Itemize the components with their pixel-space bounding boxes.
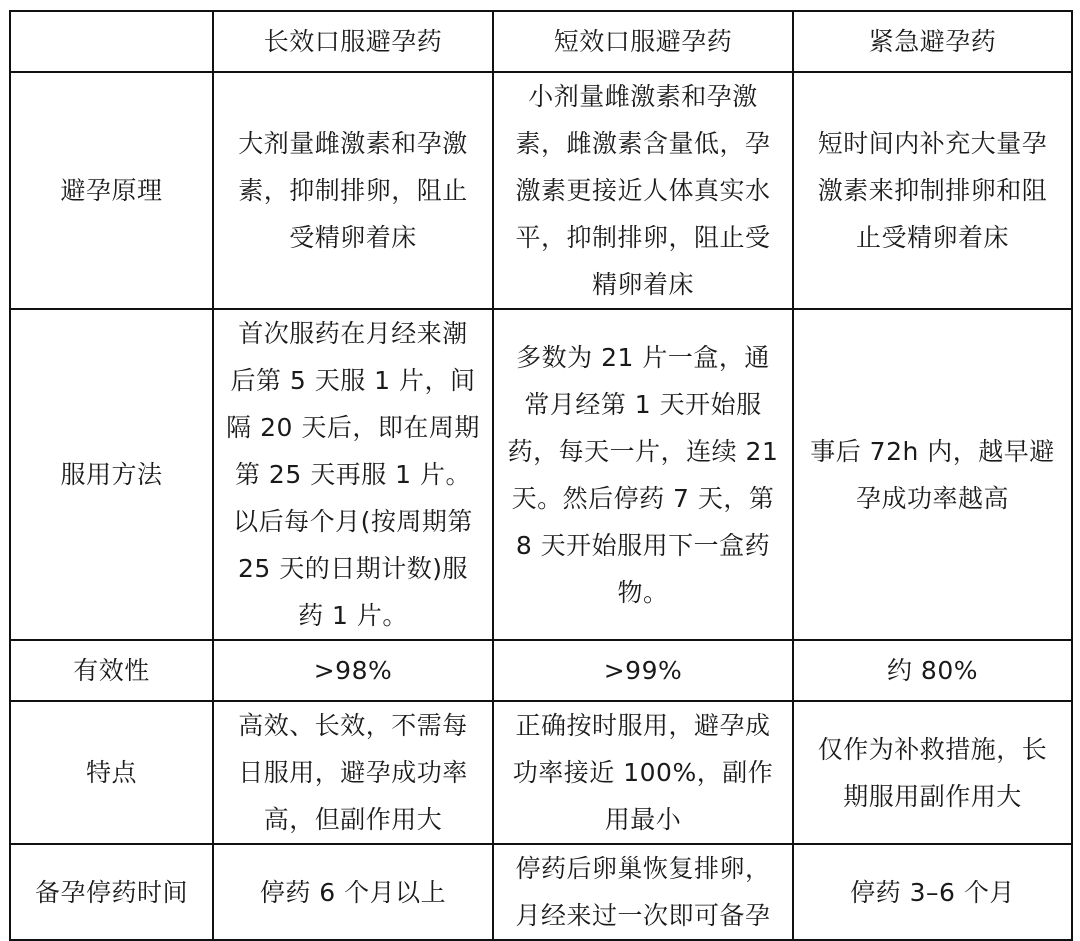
cell-usage-long: 首次服药在月经来潮后第 5 天服 1 片，间隔 20 天后，即在周期第 25 天再服 1 片。以后每个月(按周期第 25 天的日期计数)服药 1 片。 [213,309,493,640]
row-header-usage: 服用方法 [10,309,213,640]
row-header-principle: 避孕原理 [10,72,213,309]
cell-effectiveness-short: >99% [493,640,793,701]
column-header-long-acting: 长效口服避孕药 [213,11,493,72]
header-row [10,11,1072,72]
cell-features-short: 正确按时服用，避孕成功率接近 100%，副作用最小 [493,701,793,844]
row-header-stop-time: 备孕停药时间 [10,844,213,940]
cell-features-emergency: 仅作为补救措施，长期服用副作用大 [793,701,1072,844]
row-header-effectiveness: 有效性 [10,640,213,701]
cell-principle-short: 小剂量雌激素和孕激素，雌激素含量低，孕激素更接近人体真实水平，抑制排卵，阻止受精卵着床 [493,72,793,309]
cell-effectiveness-long: >98% [213,640,493,701]
contraceptive-comparison-table [9,10,1073,941]
cell-stop-time-short: 停药后卵巢恢复排卵，月经来过一次即可备孕 [493,844,793,940]
cell-usage-short: 多数为 21 片一盒，通常月经第 1 天开始服药，每天一片，连续 21 天。然后停药 7 天，第 8 天开始服用下一盒药物。 [493,309,793,640]
table-row-usage [10,309,1072,640]
cell-principle-long: 大剂量雌激素和孕激素，抑制排卵，阻止受精卵着床 [213,72,493,309]
table-row-features [10,701,1072,844]
table-row-effectiveness [10,640,1072,701]
cell-features-long: 高效、长效，不需每日服用，避孕成功率高，但副作用大 [213,701,493,844]
corner-cell [10,11,213,72]
cell-usage-emergency: 事后 72h 内，越早避孕成功率越高 [793,309,1072,640]
table-row-principle [10,72,1072,309]
row-header-features: 特点 [10,701,213,844]
cell-stop-time-emergency: 停药 3–6 个月 [793,844,1072,940]
cell-principle-emergency: 短时间内补充大量孕激素来抑制排卵和阻止受精卵着床 [793,72,1072,309]
cell-stop-time-long: 停药 6 个月以上 [213,844,493,940]
column-header-short-acting: 短效口服避孕药 [493,11,793,72]
cell-effectiveness-emergency: 约 80% [793,640,1072,701]
column-header-emergency: 紧急避孕药 [793,11,1072,72]
